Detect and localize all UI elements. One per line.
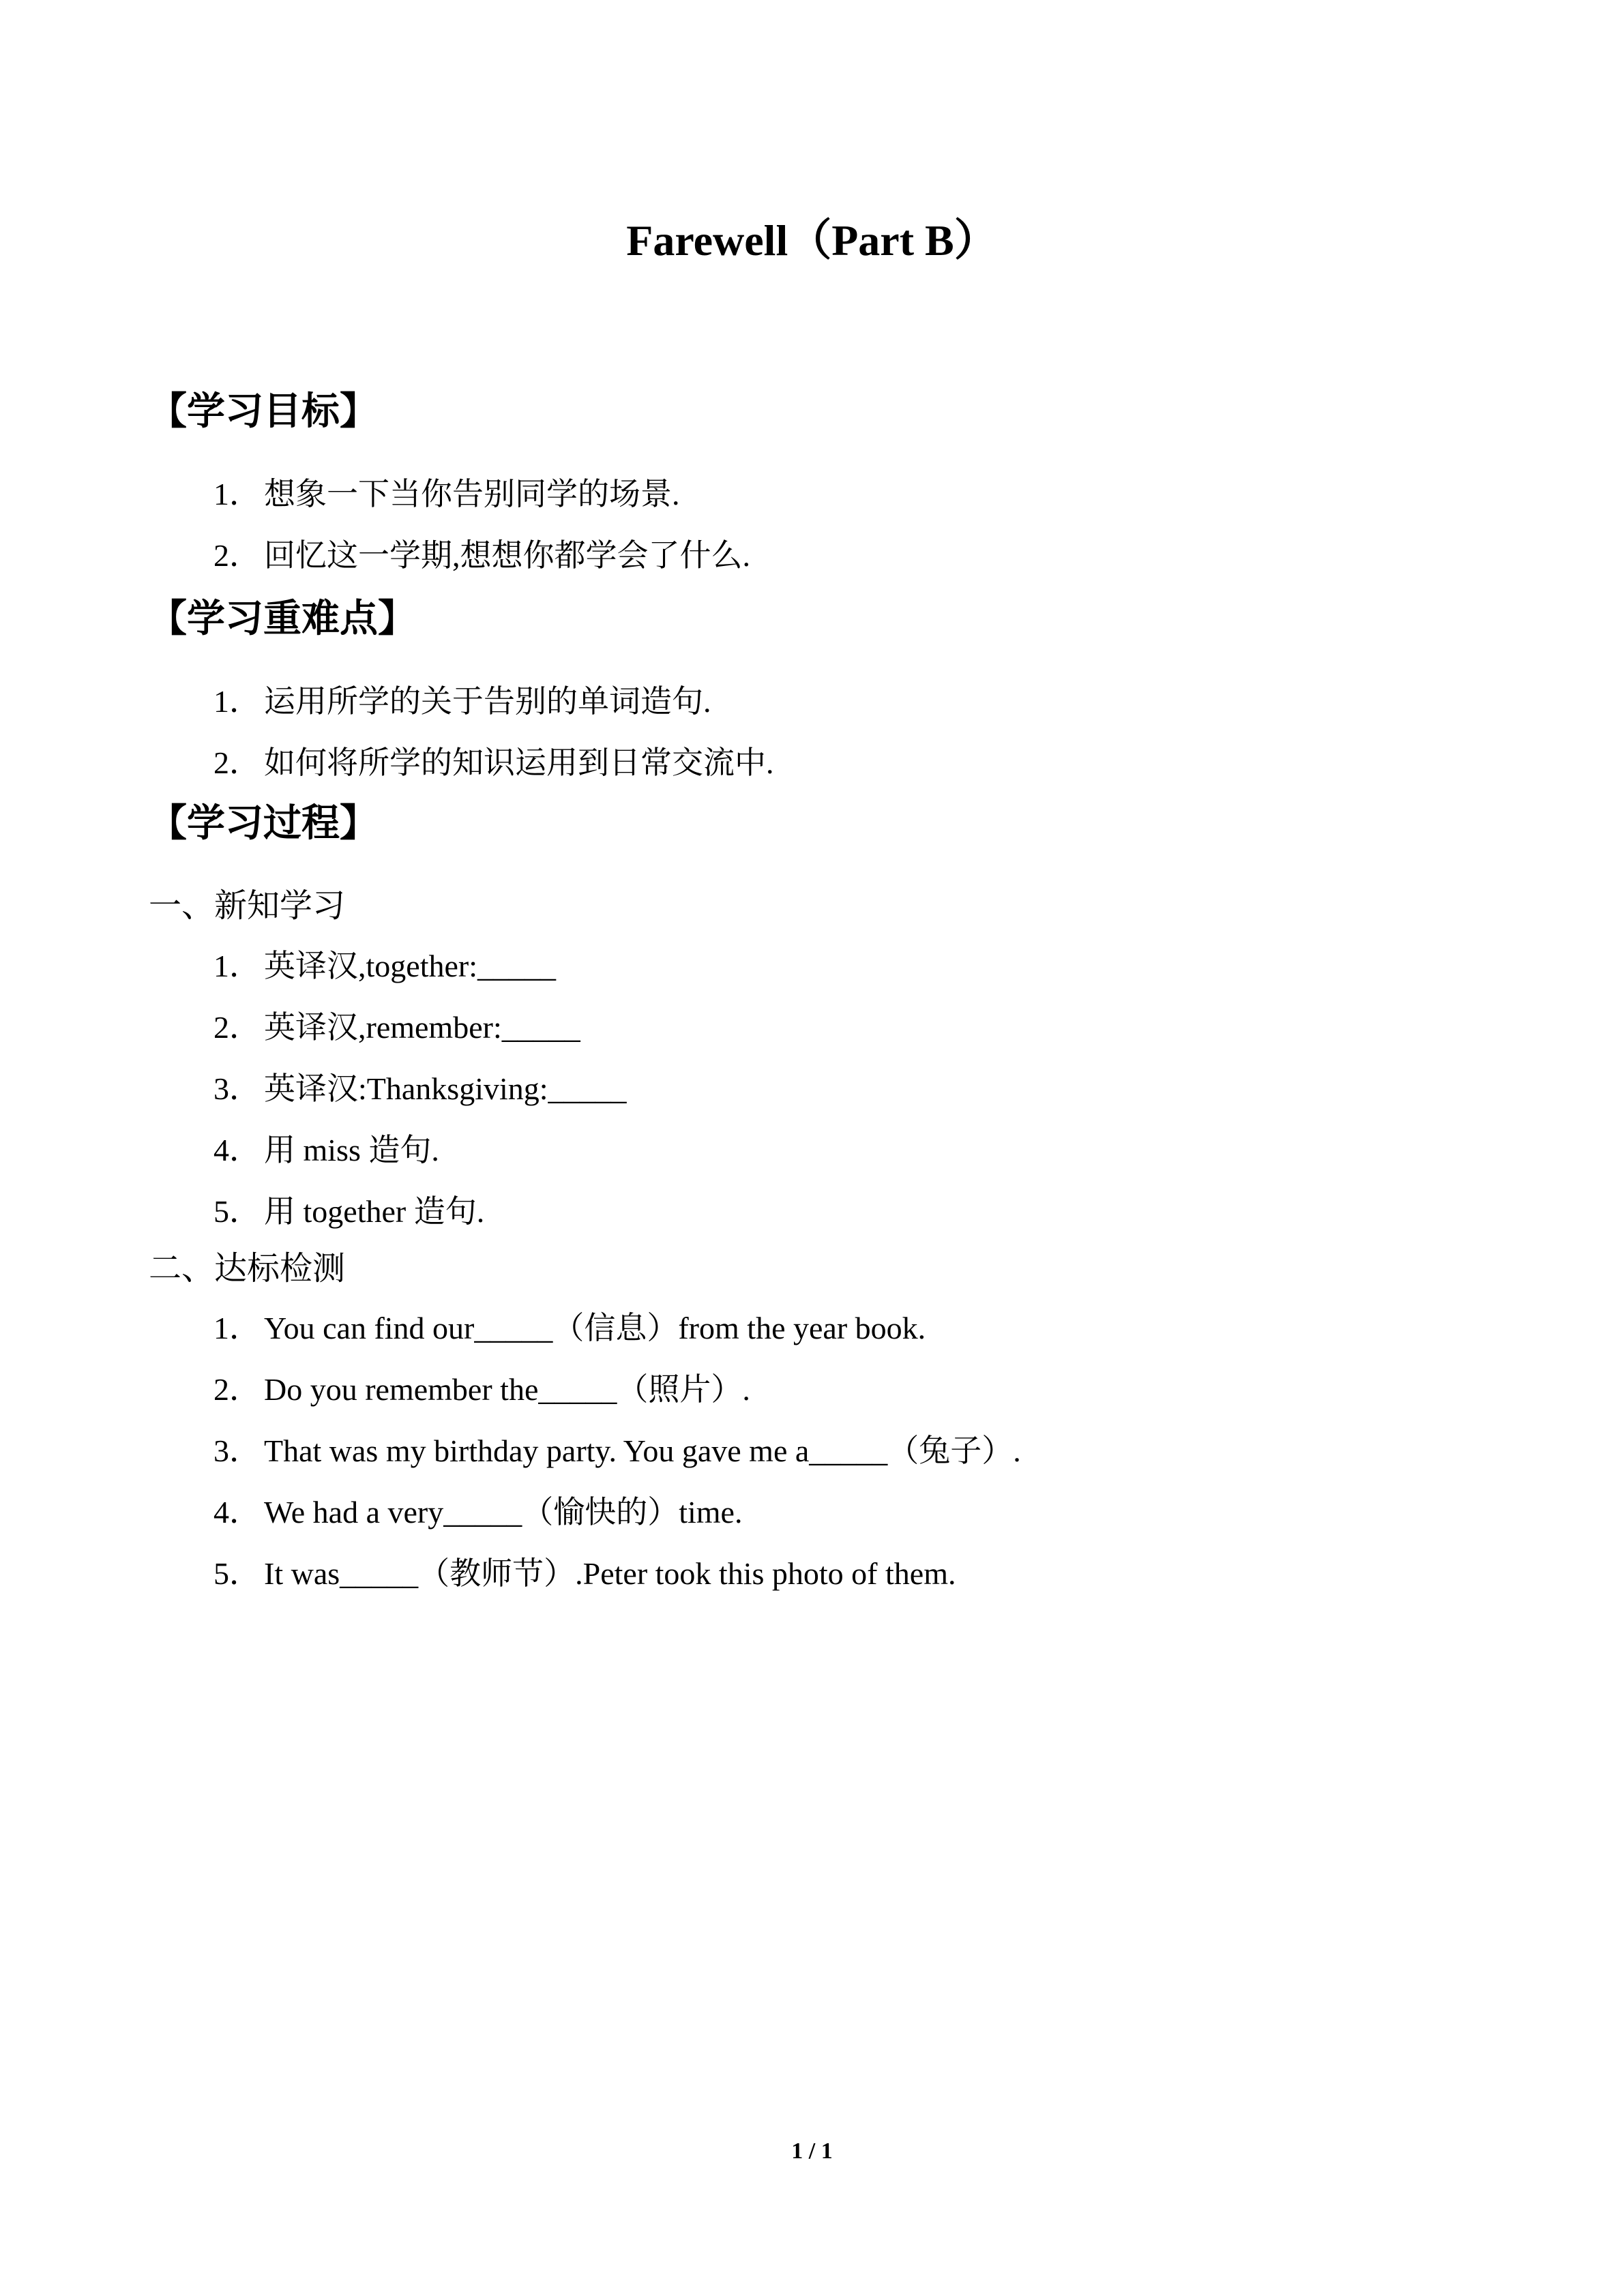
list-item xyxy=(213,471,750,518)
item-number: 2． xyxy=(213,1372,261,1407)
list-item xyxy=(213,532,750,580)
item-number: 1． xyxy=(213,477,261,511)
item-text: You can find our_____（信息）from the year book. xyxy=(264,1311,926,1345)
list-item xyxy=(213,1550,1021,1598)
item-number: 4． xyxy=(213,1495,261,1530)
new-knowledge-list xyxy=(213,942,627,1249)
item-number: 4． xyxy=(213,1133,261,1167)
item-number: 1． xyxy=(213,684,261,719)
item-text: 用 together 造句. xyxy=(264,1194,485,1229)
item-number: 5． xyxy=(213,1194,261,1229)
item-text: 英译汉,together:_____ xyxy=(264,949,556,983)
page-number: 1 / 1 xyxy=(791,2138,833,2164)
item-number: 1． xyxy=(213,1311,261,1345)
section-heading-goals: 【学习目标】 xyxy=(149,389,378,434)
assessment-list xyxy=(213,1304,1021,1611)
list-item xyxy=(213,1065,627,1113)
item-number: 5． xyxy=(213,1556,261,1591)
item-text: Do you remember the_____（照片）. xyxy=(264,1372,750,1407)
item-text: 运用所学的关于告别的单词造句. xyxy=(264,684,711,719)
list-item xyxy=(213,1427,1021,1475)
list-item xyxy=(213,1188,627,1236)
item-text: That was my birthday party. You gave me a_____（兔子）. xyxy=(264,1433,1021,1468)
list-item xyxy=(213,739,774,787)
item-number: 1． xyxy=(213,949,261,983)
goals-list xyxy=(213,471,750,593)
item-number: 2． xyxy=(213,1010,261,1045)
item-text: It was_____（教师节）.Peter took this photo of them. xyxy=(264,1556,956,1591)
list-item xyxy=(213,942,627,990)
item-number: 2． xyxy=(213,538,261,573)
section-heading-focus: 【学习重难点】 xyxy=(149,597,416,641)
item-number: 3． xyxy=(213,1071,261,1106)
focus-list xyxy=(213,678,774,801)
item-text: 英译汉:Thanksgiving:_____ xyxy=(264,1071,627,1106)
list-item xyxy=(213,1004,627,1052)
item-text: 用 miss 造句. xyxy=(264,1133,439,1167)
item-text: 英译汉,remember:_____ xyxy=(264,1010,580,1045)
section-heading-process: 【学习过程】 xyxy=(149,801,378,846)
item-number: 3． xyxy=(213,1433,261,1468)
list-item xyxy=(213,1127,627,1174)
list-item xyxy=(213,1366,1021,1414)
document-title: Farewell（Part B） xyxy=(626,216,998,265)
item-number: 2． xyxy=(213,745,261,780)
item-text: 如何将所学的知识运用到日常交流中. xyxy=(264,745,774,780)
item-text: 回忆这一学期,想想你都学会了什么. xyxy=(264,538,750,573)
list-item xyxy=(213,678,774,726)
subsection-heading-assessment: 二、达标检测 xyxy=(149,1251,346,1287)
list-item xyxy=(213,1304,1021,1352)
item-text: 想象一下当你告别同学的场景. xyxy=(264,477,680,511)
item-text: We had a very_____（愉快的）time. xyxy=(264,1495,743,1530)
list-item xyxy=(213,1489,1021,1536)
subsection-heading-new-knowledge: 一、新知学习 xyxy=(149,888,346,924)
